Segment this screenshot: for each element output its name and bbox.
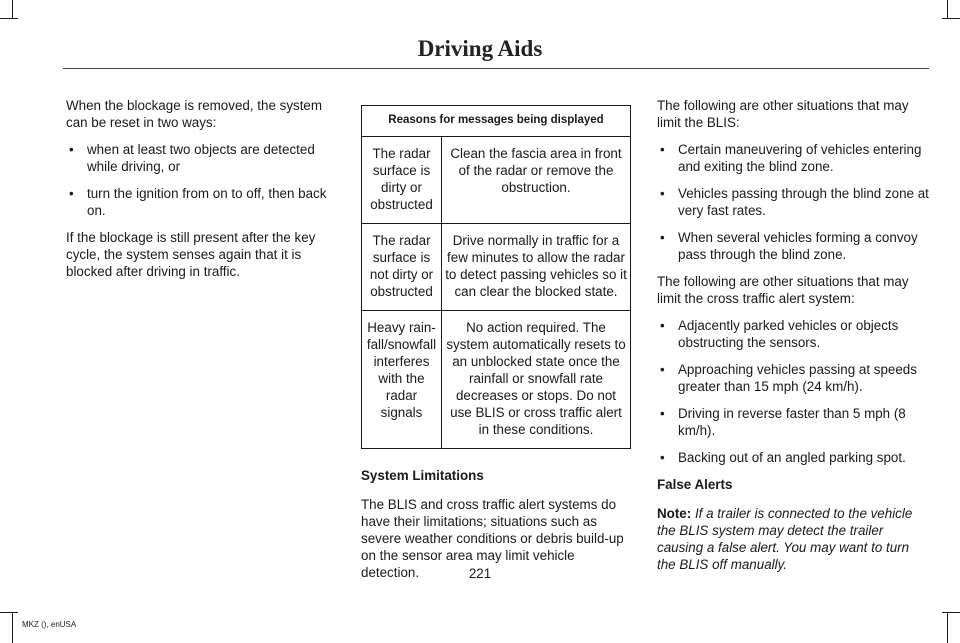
crop-mark	[0, 612, 18, 613]
bullet-icon: •	[660, 362, 665, 377]
bullet-icon: •	[660, 186, 665, 201]
list-item: • Backing out of an angled parking spot.	[660, 450, 906, 465]
crop-mark	[942, 612, 960, 613]
note	[657, 505, 929, 573]
column-left	[66, 97, 338, 290]
crop-mark	[942, 18, 960, 19]
list-item: • When several vehicles forming a convoy pass through the blind zone.	[660, 230, 918, 262]
bullet-icon: •	[660, 406, 665, 421]
crop-mark	[12, 613, 13, 643]
blis-list	[657, 141, 929, 263]
footer-code: MKZ (), enUSA	[22, 620, 77, 629]
crop-mark	[947, 613, 948, 643]
list-item: • turn the ignition from on to off, then back on.	[69, 186, 327, 218]
header-divider	[63, 68, 929, 69]
blis-intro: The following are other situations that may limit the BLIS:	[657, 98, 909, 130]
reset-outro: If the blockage is still present after the key cycle, the system senses again that it is blocked after driving in traffic.	[66, 230, 316, 279]
crop-mark	[12, 0, 13, 18]
bullet-icon: •	[660, 318, 665, 333]
list-item: • Certain maneuvering of vehicles entering and exiting the blind zone.	[660, 142, 922, 174]
section-heading-false-alerts: False Alerts	[657, 477, 733, 492]
bullet-icon: •	[660, 142, 665, 157]
list-item: • Approaching vehicles passing at speeds greater than 15 mph (24 km/h).	[660, 362, 917, 394]
table-cell-reason: The radar surface is not dirty or obstructed	[362, 224, 442, 311]
table-row	[362, 311, 631, 449]
limitations-body: The BLIS and cross traffic alert systems do have their limitations; situations such as severe weather conditions or debris build-up on the sensor area may limit vehicle detection.	[361, 497, 624, 580]
list-item: • Driving in reverse faster than 5 mph (8 km/h).	[660, 406, 906, 438]
table-row	[362, 224, 631, 311]
page-number: 221	[468, 566, 492, 581]
bullet-icon: •	[69, 142, 74, 157]
section-heading-limitations: System Limitations	[361, 468, 484, 483]
crop-mark	[0, 18, 18, 19]
table-cell-action: No action required. The system automatically resets to an unblocked state once the rainfall or snowfall rate decreases or stops. Do not use BLIS or cross traffic alert in these conditions.	[442, 311, 631, 449]
column-middle	[361, 105, 631, 591]
reasons-table	[361, 105, 631, 449]
list-item: • Adjacently parked vehicles or objects obstructing the sensors.	[660, 318, 899, 350]
bullet-icon: •	[69, 186, 74, 201]
table-cell-reason: Heavy rain-fall/snowfall interferes with the radar signals	[362, 311, 442, 449]
page-title: Driving Aids	[417, 36, 543, 61]
bullet-icon: •	[660, 230, 665, 245]
list-item: • Vehicles passing through the blind zone at very fast rates.	[660, 186, 929, 218]
column-right	[657, 97, 929, 583]
crop-mark	[947, 0, 948, 18]
table-cell-action: Drive normally in traffic for a few minutes to allow the radar to detect passing vehicles so it can clear the blocked state.	[442, 224, 631, 311]
list-item: • when at least two objects are detected while driving, or	[69, 142, 315, 174]
cta-list	[657, 317, 929, 466]
cta-intro: The following are other situations that may limit the cross traffic alert system:	[657, 274, 909, 306]
bullet-icon: •	[660, 450, 665, 465]
note-label: Note:	[657, 506, 692, 521]
table-cell-action: Clean the fascia area in front of the radar or remove the obstruction.	[442, 137, 631, 224]
table-cell-reason: The radar surface is dirty or obstructed	[362, 137, 442, 224]
note-text: If a trailer is connected to the vehicle the BLIS system may detect the trailer causing a false alert. You may want to turn the BLIS off manually.	[657, 506, 913, 572]
reset-list	[66, 141, 338, 219]
table-row	[362, 137, 631, 224]
reset-intro: When the blockage is removed, the system can be reset in two ways:	[66, 98, 323, 130]
table-header: Reasons for messages being displayed	[362, 106, 631, 137]
